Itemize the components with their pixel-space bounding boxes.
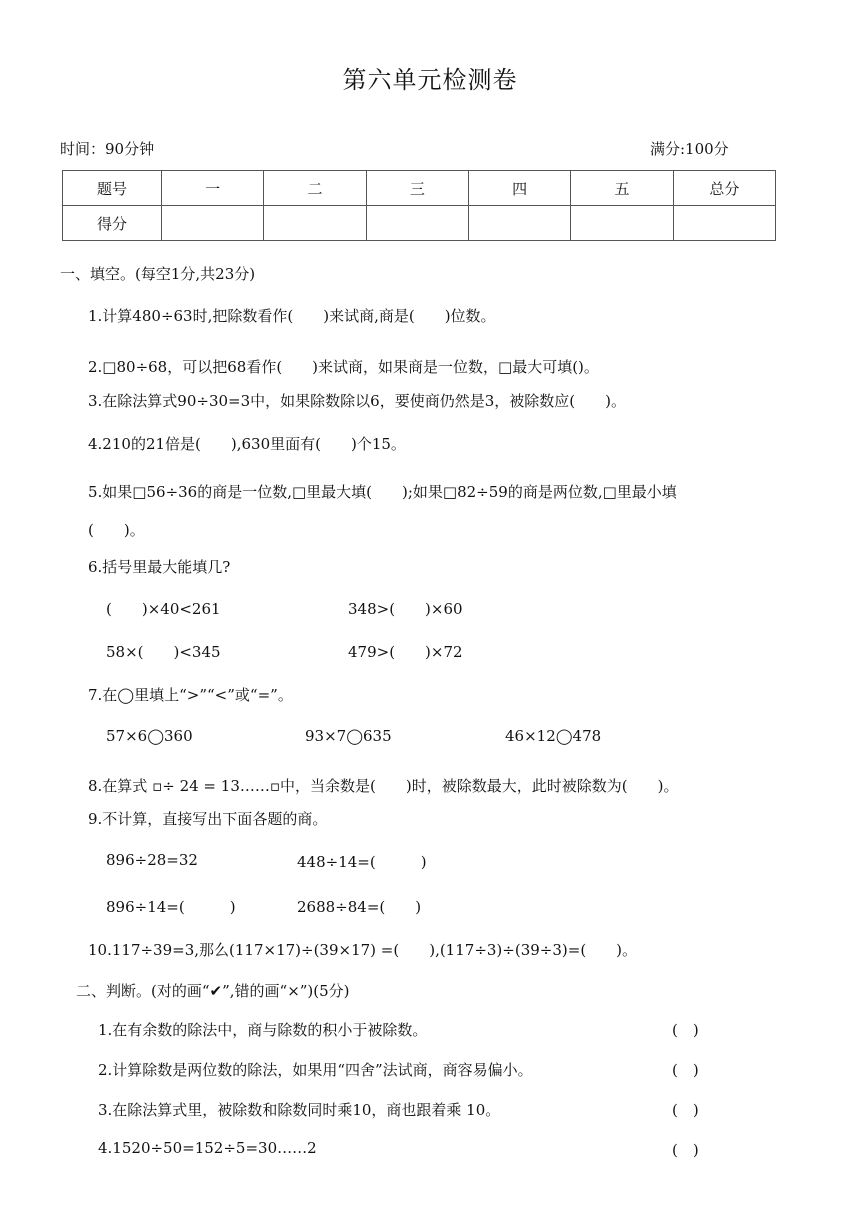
judge-answer-paren[interactable]: ( ) bbox=[672, 1021, 699, 1039]
question-7: 7.在◯里填上“>”“<”或“=”。 bbox=[88, 686, 293, 704]
question-5-line1: 5.如果□56÷36的商是一位数,□里最大填( );如果□82÷59的商是两位数,□里最小填 bbox=[88, 483, 677, 501]
judge-item: 3.在除法算式里，被除数和除数同时乘10，商也跟着乘 10。 bbox=[98, 1101, 501, 1119]
question-6: 6.括号里最大能填几? bbox=[88, 558, 231, 576]
time-label: 时间：90分钟 bbox=[60, 140, 155, 158]
section1-heading: 一、填空。(每空1分,共23分) bbox=[60, 265, 256, 283]
score-table-header-cell: 一 bbox=[162, 171, 264, 206]
question-4: 4.210的21倍是( ),630里面有( )个15。 bbox=[88, 435, 406, 453]
judge-answer-paren[interactable]: ( ) bbox=[672, 1061, 699, 1079]
score-table-score-row bbox=[63, 206, 776, 241]
question-7-item: 57×6◯360 bbox=[106, 727, 193, 745]
question-10: 10.117÷39=3,那么(117×17)÷(39×17) =( ),(117÷3)÷(39÷3)=( )。 bbox=[88, 941, 638, 959]
score-input-cell[interactable] bbox=[673, 206, 775, 241]
question-9-item: 2688÷84=( ) bbox=[297, 898, 422, 916]
question-7-item: 93×7◯635 bbox=[305, 727, 392, 745]
score-table bbox=[62, 170, 776, 241]
section2-heading: 二、判断。(对的画“✔”,错的画“×”)(5分) bbox=[76, 982, 350, 1000]
page-title: 第六单元检测卷 bbox=[342, 66, 518, 94]
score-input-cell[interactable] bbox=[264, 206, 366, 241]
question-8: 8.在算式 ▫÷ 24 = 13……▫中，当余数是( )时，被除数最大，此时被除数为( )。 bbox=[88, 777, 679, 795]
question-7-item: 46×12◯478 bbox=[505, 727, 602, 745]
question-1: 1.计算480÷63时,把除数看作( )来试商,商是( )位数。 bbox=[88, 307, 496, 325]
score-input-cell[interactable] bbox=[468, 206, 570, 241]
judge-answer-paren[interactable]: ( ) bbox=[672, 1141, 699, 1159]
question-9-item: 448÷14=( ) bbox=[297, 853, 427, 871]
score-table-header-cell: 四 bbox=[468, 171, 570, 206]
score-table-header-cell: 二 bbox=[264, 171, 366, 206]
question-3: 3.在除法算式90÷30=3中，如果除数除以6，要使商仍然是3，被除数应( )。 bbox=[88, 392, 626, 410]
question-6-item: 479>( )×72 bbox=[348, 643, 463, 661]
score-table-header-row bbox=[63, 171, 776, 206]
question-5-line2: ( )。 bbox=[88, 521, 145, 539]
score-table-header-cell: 总分 bbox=[673, 171, 775, 206]
full-score-label: 满分:100分 bbox=[650, 140, 729, 158]
question-6-item: ( )×40<261 bbox=[106, 600, 221, 618]
score-table-header-cell: 题号 bbox=[63, 171, 162, 206]
judge-item: 4.1520÷50=152÷5=30……2 bbox=[98, 1139, 317, 1157]
judge-item: 2.计算除数是两位数的除法，如果用“四舍”法试商，商容易偏小。 bbox=[98, 1061, 533, 1079]
question-9-item: 896÷14=( ) bbox=[106, 898, 236, 916]
question-2: 2.□80÷68，可以把68看作( )来试商，如果商是一位数，□最大可填()。 bbox=[88, 358, 599, 376]
judge-item: 1.在有余数的除法中，商与除数的积小于被除数。 bbox=[98, 1021, 428, 1039]
score-input-cell[interactable] bbox=[162, 206, 264, 241]
judge-answer-paren[interactable]: ( ) bbox=[672, 1101, 699, 1119]
question-6-item: 348>( )×60 bbox=[348, 600, 463, 618]
score-table-header-cell: 五 bbox=[571, 171, 673, 206]
question-9-item: 896÷28=32 bbox=[106, 851, 198, 869]
question-9: 9.不计算，直接写出下面各题的商。 bbox=[88, 810, 328, 828]
score-input-cell[interactable] bbox=[366, 206, 468, 241]
score-table-header-cell: 三 bbox=[366, 171, 468, 206]
score-row-label: 得分 bbox=[63, 206, 162, 241]
score-input-cell[interactable] bbox=[571, 206, 673, 241]
question-6-item: 58×( )<345 bbox=[106, 643, 221, 661]
